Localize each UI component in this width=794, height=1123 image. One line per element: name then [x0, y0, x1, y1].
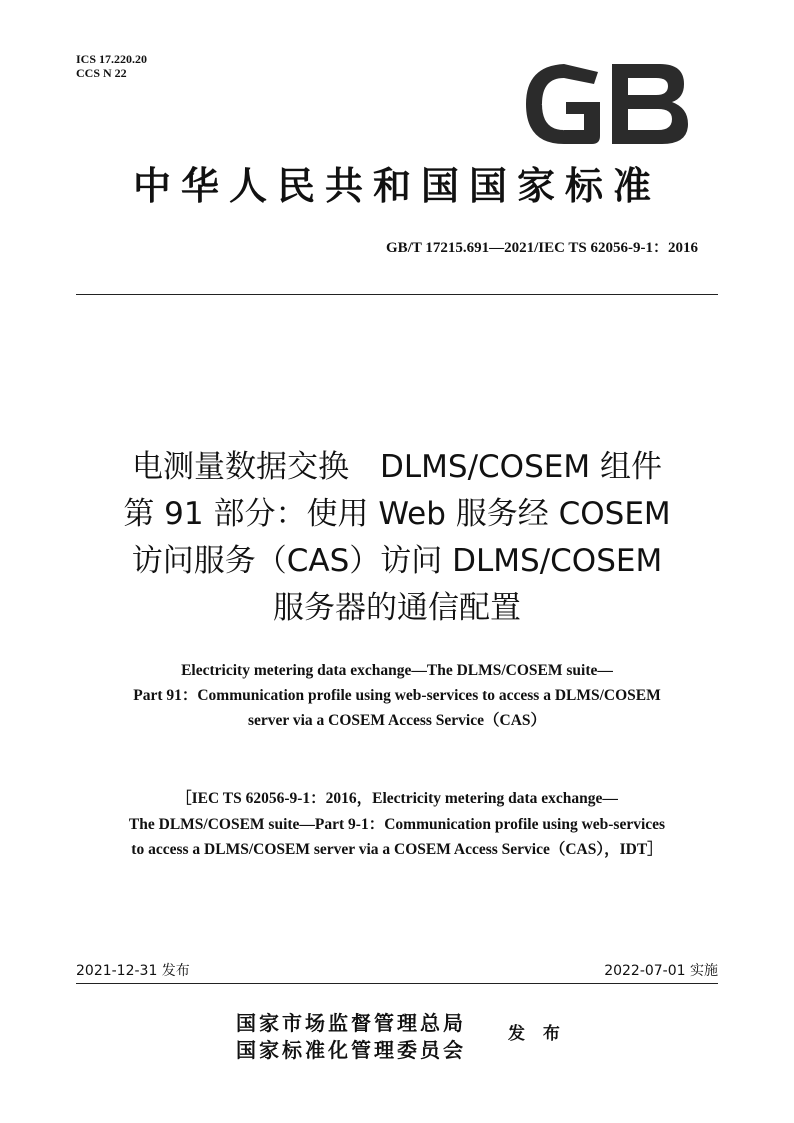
title-english-line: Part 91：Communication profile using web-services to access a DLMS/COSEM	[133, 687, 661, 704]
adoption-note-line: to access a DLMS/COSEM server via a COSEM Access Service（CAS），IDT］	[131, 841, 663, 858]
standard-number: GB/T 17215.691—2021/IEC TS 62056-9-1：2016	[386, 240, 698, 256]
issuer-line: 国家市场监督管理总局	[236, 1011, 466, 1035]
issuer-line: 国家标准化管理委员会	[236, 1038, 466, 1062]
ccs-code: CCS N 22	[76, 66, 127, 80]
title-chinese-line: 访问服务（CAS）访问 DLMS/COSEM	[131, 543, 663, 579]
classification-codes	[76, 52, 147, 80]
standard-type: 中华人民共和国国家标准	[132, 163, 661, 208]
adoption-note-line: ［IEC TS 62056-9-1：2016，Electricity metering data exchange—	[176, 790, 618, 807]
title-chinese	[0, 444, 794, 632]
implementation-date: 2022-07-01 实施	[604, 963, 718, 979]
header-divider	[76, 294, 718, 295]
title-english	[0, 658, 794, 733]
date-divider	[76, 983, 718, 984]
title-chinese-line: 第 91 部分：使用 Web 服务经 COSEM	[123, 496, 671, 532]
logo-letter-g	[526, 64, 600, 144]
title-chinese-line: 电测量数据交换 DLMS/COSEM 组件	[132, 449, 662, 485]
publish-label: 发 布	[508, 1024, 566, 1044]
adoption-note-line: The DLMS/COSEM suite—Part 9-1：Communication profile using web-services	[128, 815, 666, 833]
issue-date: 2021-12-31 发布	[76, 963, 190, 979]
issuing-authorities	[236, 1010, 466, 1064]
gb-logo	[520, 58, 692, 150]
logo-letter-b-counter-bottom	[628, 109, 672, 130]
ics-code: ICS 17.220.20	[76, 52, 148, 66]
adoption-note	[0, 786, 794, 863]
title-chinese-line: 服务器的通信配置	[273, 590, 521, 626]
title-english-line: server via a COSEM Access Service（CAS）	[247, 712, 547, 729]
logo-letter-b-counter-top	[628, 78, 668, 95]
logo-letter-b	[612, 64, 688, 144]
gb-logo-glyphs	[526, 64, 688, 144]
title-english-line: Electricity metering data exchange—The DLMS/COSEM suite—	[181, 662, 613, 679]
